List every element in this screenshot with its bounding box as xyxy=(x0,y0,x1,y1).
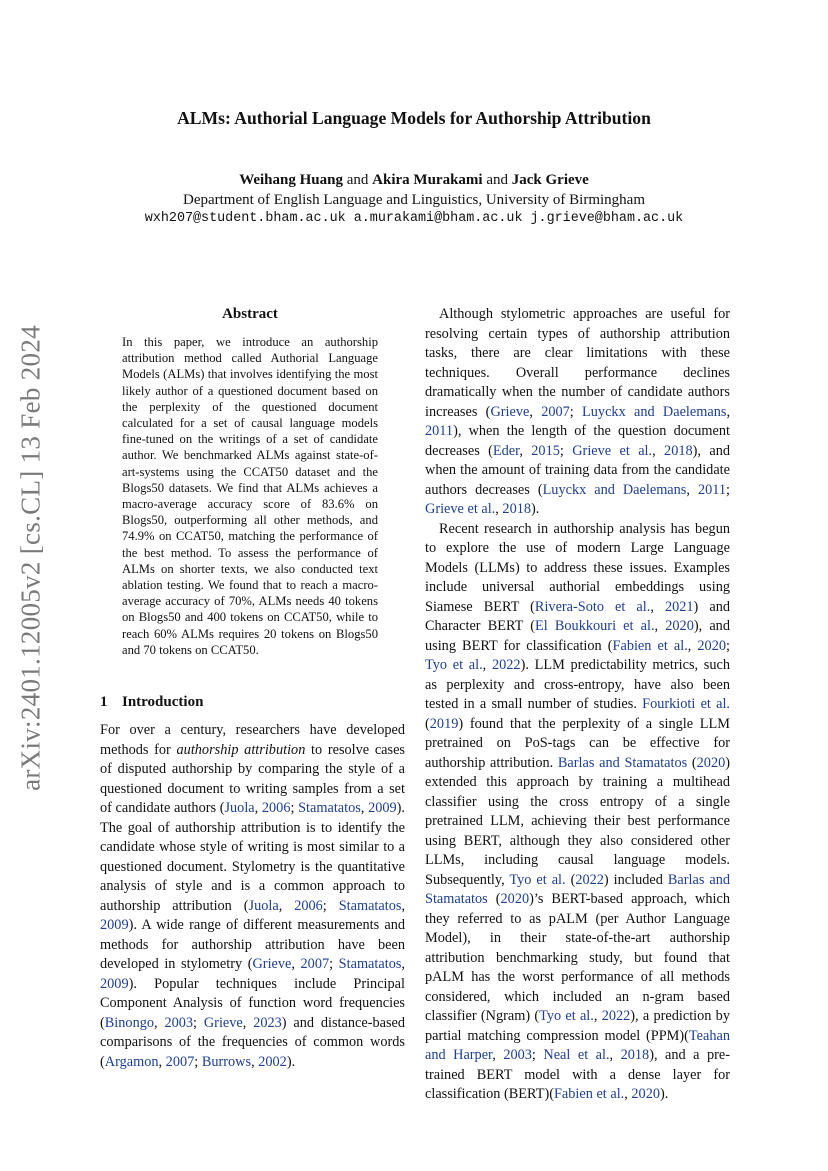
affiliation: Department of English Language and Linguistics, University of Birmingham xyxy=(183,192,645,208)
citation-link[interactable]: 2011 xyxy=(425,423,454,439)
citation-link[interactable]: Fabien et al. xyxy=(553,1086,625,1102)
citation-link[interactable]: 2007 xyxy=(165,1053,195,1070)
body-text: ). xyxy=(660,1086,669,1102)
body-text: ). The goal of authorship attribution is to identify the candidate whose style of writing is most similar to a questioned document. Stylometry is the quantitative analysis of style and is a common approach to authorship attribution ( xyxy=(100,800,405,914)
body-text: ), and a pre-trained BERT model with a dense layer for classification (BERT)( xyxy=(425,1047,730,1102)
body-text: ; xyxy=(193,1014,204,1031)
citation-link[interactable]: Fabien et al. xyxy=(612,637,688,654)
paper-title: ALMs: Authorial Language Models for Authorship Attribution xyxy=(177,108,651,128)
citation-link[interactable]: 2022 xyxy=(601,1008,631,1024)
body-text: , xyxy=(482,657,492,673)
citation-link[interactable]: Tyo et al. xyxy=(509,871,566,888)
body-text: ). LLM predictability metrics, such as perplexity and cross-entropy, have also been tested in a small number of studies. xyxy=(425,657,731,712)
body-text: ) found that the perplexity of a single LLM pretrained on PoS-tags can be effective for authorship attribution. xyxy=(425,715,730,771)
author-name: Akira Murakami xyxy=(372,172,483,188)
citation-link[interactable]: 2022 xyxy=(575,871,604,888)
citation-link[interactable]: 2023 xyxy=(253,1014,282,1031)
abstract-text: In this paper, we introduce an authorship attribution method called Authorial Language Models (ALMs) that involves identifying the most likely author of a questioned document based on the perplexity of the questioned document calculated for a set of causal language models fine-tuned on the writings of a set of candidate author. We benchmarked ALMs against state-of-art-systems using the CCAT50 dataset and the Blogs50 datasets. We find that ALMs achieves a macro-average accuracy score of 83.6% on Blogs50, outperforming all other methods, and 74.9% on CCAT50, matching the performance of the best method. To assess the performance of ALMs on shorter texts, we also conducted text ablation testing. We found that to reach a macro-average accuracy of 70%, ALMs needs 40 tokens on Blogs50 and 400 tokens on CCAT50, while to reach 60% ALMs requires 20 tokens on Blogs50 and 70 tokens on CCAT50. xyxy=(122,335,378,657)
citation-link[interactable]: Juola xyxy=(248,897,279,914)
citation-link[interactable]: 2011 xyxy=(697,481,727,498)
citation-link[interactable]: 2020 xyxy=(665,618,694,634)
body-text: Although stylometric approaches are useful for resolving certain types of authorship attribution tasks, there are clear limitations with these techniques. Overall performance declines dramatically when the number of candidate authors increases ( xyxy=(425,306,730,420)
abstract-heading: Abstract xyxy=(222,306,278,322)
body-text: ). xyxy=(531,501,540,517)
citation-link[interactable]: Fourkioti et al. xyxy=(642,696,730,712)
body-text: , xyxy=(519,442,532,459)
body-text: ; xyxy=(329,956,339,972)
body-text: ). Popular techniques include Principal Component Analysis of function word frequencies ( xyxy=(100,975,405,1031)
body-text: , xyxy=(401,897,406,914)
body-text: ), and using BERT for classification ( xyxy=(425,618,730,654)
left-column xyxy=(100,721,405,1072)
body-text: ), when the length of the question document decreases ( xyxy=(425,423,730,459)
citation-link[interactable]: 2020 xyxy=(696,754,726,771)
citation-link[interactable]: Tyo et al. xyxy=(539,1008,594,1024)
section-heading xyxy=(100,694,203,711)
citation-link[interactable]: Grieve et al. xyxy=(572,442,653,459)
body-text: , xyxy=(624,1086,632,1102)
citation-link[interactable]: 2006 xyxy=(261,800,291,816)
citation-link[interactable]: Argamon xyxy=(104,1053,159,1070)
citation-link[interactable]: 2009 xyxy=(100,917,129,933)
body-text: , xyxy=(650,598,665,615)
citation-link[interactable]: Burrows xyxy=(201,1053,252,1070)
author-name: Weihang Huang xyxy=(239,172,343,188)
citation-link[interactable]: Binongo xyxy=(104,1014,155,1031)
body-text: , xyxy=(686,481,698,498)
body-text: ( xyxy=(487,891,501,907)
intro-paragraph-2 xyxy=(425,305,730,520)
citation-link[interactable]: Stamatatos xyxy=(298,800,361,816)
citation-link[interactable]: Grieve xyxy=(252,956,292,972)
body-text: , xyxy=(654,618,666,634)
body-text: , xyxy=(529,403,542,420)
body-text: ; xyxy=(726,637,730,654)
body-text: ( xyxy=(565,871,576,888)
body-text: ). A wide range of different measurements and methods for authorship attribution have been developed in stylometry ( xyxy=(100,917,405,972)
body-text: , xyxy=(687,637,698,654)
citation-link[interactable]: 2006 xyxy=(294,897,323,914)
citation-link[interactable]: Stamatatos xyxy=(338,956,402,972)
body-text: ; xyxy=(194,1053,202,1070)
citation-link[interactable]: Grieve xyxy=(203,1014,243,1031)
citation-link[interactable]: Neal et al. xyxy=(543,1047,610,1063)
section-number: 1 xyxy=(100,694,108,710)
author-name: Jack Grieve xyxy=(511,172,589,188)
citation-link[interactable]: 2009 xyxy=(100,975,129,992)
body-text: ). xyxy=(286,1053,296,1070)
body-text: , xyxy=(401,956,405,972)
body-text: ; xyxy=(559,442,573,459)
citation-link[interactable]: Eder xyxy=(492,442,520,459)
body-text: ) and distance-based comparisons of the frequencies of common words ( xyxy=(100,1014,406,1070)
body-text: , xyxy=(154,1014,165,1031)
citation-link[interactable]: Luyckx and Daelemans xyxy=(582,403,727,420)
citation-link[interactable]: Juola xyxy=(224,800,255,816)
citation-link[interactable]: 2018 xyxy=(664,442,693,459)
right-column xyxy=(425,305,730,1105)
emphasis-text: authorship attribution xyxy=(176,741,306,758)
author-separator: and xyxy=(486,172,508,188)
citation-link[interactable]: Luyckx and Daelemans xyxy=(542,481,687,498)
body-text: , xyxy=(242,1014,254,1031)
body-text: to resolve cases of disputed authorship by comparing the style of a questioned document to writing samples from a set of candidate authors ( xyxy=(100,741,405,816)
body-text: Recent research in authorship analysis has begun to explore the use of modern Large Language Models (LLMs) to address these issues. Examples include universal authorial embeddings using Siamese BERT ( xyxy=(425,520,730,615)
citation-link[interactable]: 2021 xyxy=(664,598,694,615)
body-text: ) and Character BERT ( xyxy=(425,598,730,634)
citation-link[interactable]: El Boukkouri et al. xyxy=(535,618,655,634)
body-text: , xyxy=(593,1008,602,1024)
citation-link[interactable]: Tyo et al. xyxy=(425,657,483,673)
body-text: ), a prediction by partial matching compression model (PPM)( xyxy=(425,1008,730,1044)
body-text: , xyxy=(254,800,262,816)
body-text: ; xyxy=(531,1047,544,1063)
body-text: ) included xyxy=(603,871,668,888)
body-text: , xyxy=(278,897,295,914)
citation-link[interactable]: 2018 xyxy=(502,501,532,517)
body-text: , xyxy=(492,1047,504,1063)
body-text: ; xyxy=(569,403,583,420)
body-text: ; xyxy=(322,897,339,914)
body-text: )’s BERT-based approach, which they referred to as pALM (per Author Language Model), in their state-of-the-art authorship attribution benchmarking study, but found that pALM has the worst performance of all methods considered, which included an n-gram based classifier (Ngram) ( xyxy=(425,891,730,1024)
citation-link[interactable]: 2003 xyxy=(164,1014,194,1031)
citation-link[interactable]: 2003 xyxy=(503,1047,532,1063)
body-text: , xyxy=(158,1053,166,1070)
citation-link[interactable]: 2007 xyxy=(300,956,330,972)
citation-link[interactable]: Teahan and Harper xyxy=(425,1027,730,1063)
body-text: , xyxy=(360,800,369,816)
body-text: , xyxy=(726,403,731,420)
citation-link[interactable]: Barlas and Stamatatos xyxy=(557,754,688,771)
author-list xyxy=(0,172,828,189)
author-emails: wxh207@student.bham.ac.uk a.murakami@bham.ac.uk j.grieve@bham.ac.uk xyxy=(144,211,684,226)
citation-link[interactable]: 2007 xyxy=(541,403,570,420)
citation-link[interactable]: 2009 xyxy=(368,800,397,816)
citation-link[interactable]: 2019 xyxy=(429,715,459,732)
body-text: , xyxy=(652,442,665,459)
author-separator: and xyxy=(346,172,369,188)
citation-link[interactable]: 2018 xyxy=(620,1047,650,1063)
body-text: , xyxy=(291,956,301,972)
body-text: ( xyxy=(687,754,697,771)
body-text: , xyxy=(251,1053,259,1070)
intro-paragraph-1 xyxy=(100,721,405,1072)
citation-link[interactable]: Rivera-Soto et al. xyxy=(534,598,651,615)
body-text: ) extended this approach by training a multihead classifier using the cross entropy of a single pretrained LLM, achieving their best performance using BERT, although they also considered other LLMs, including causal language models. Subsequently, xyxy=(425,754,731,888)
citation-link[interactable]: 2020 xyxy=(697,637,726,654)
citation-link[interactable]: 2022 xyxy=(491,657,521,673)
body-text: ( xyxy=(425,715,430,732)
section-title: Introduction xyxy=(122,694,204,710)
body-text: ; xyxy=(290,800,299,816)
arxiv-stamp-text: arXiv:2401.12005v2 [cs.CL] 13 Feb 2024 xyxy=(15,325,46,791)
body-text: , xyxy=(609,1047,621,1063)
body-text: For over a century, researchers have developed methods for xyxy=(100,722,405,758)
citation-link[interactable]: 2020 xyxy=(500,891,530,907)
body-text: ), and when the amount of training data from the candidate authors decreases ( xyxy=(425,442,730,498)
citation-link[interactable]: Grieve et al. xyxy=(425,501,496,517)
citation-link[interactable]: Barlas and Stamatatos xyxy=(425,871,730,907)
arxiv-stamp xyxy=(6,258,56,858)
citation-link[interactable]: 2020 xyxy=(631,1086,660,1102)
citation-link[interactable]: Stamatatos xyxy=(338,897,402,914)
body-text: ; xyxy=(726,481,730,498)
citation-link[interactable]: 2002 xyxy=(258,1053,287,1070)
intro-paragraph-3 xyxy=(425,520,730,1105)
citation-link[interactable]: Grieve xyxy=(490,403,530,420)
body-text: , xyxy=(495,501,503,517)
citation-link[interactable]: 2015 xyxy=(531,442,560,459)
